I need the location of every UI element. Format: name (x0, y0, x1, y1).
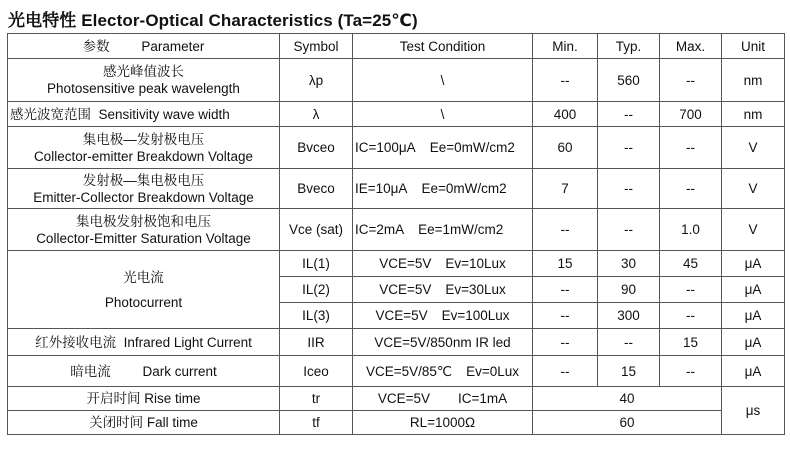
photocurrent-name (8, 251, 280, 329)
typ-cell: -- (598, 209, 660, 251)
param-name-cn: 集电极—发射极电压 (82, 131, 205, 147)
typ-cell: 560 (598, 59, 660, 102)
param-name: 关闭时间 Fall time (8, 411, 280, 435)
header-param-cn: 参数 (82, 38, 110, 54)
max-cell: 1.0 (660, 209, 722, 251)
header-typ: Typ. (598, 34, 660, 59)
max-cell: -- (660, 303, 722, 329)
table-row (8, 209, 785, 251)
symbol-cell: tf (280, 411, 353, 435)
typ-cell: 30 (598, 251, 660, 277)
condition-cell: RL=1000Ω (353, 411, 533, 435)
max-cell: -- (660, 169, 722, 209)
symbol-cell: Iceo (280, 356, 353, 387)
symbol-cell: IIR (280, 329, 353, 356)
header-min: Min. (533, 34, 598, 59)
max-cell: -- (660, 127, 722, 169)
unit-cell: μA (722, 303, 785, 329)
param-name-cn: 集电极发射极饱和电压 (76, 213, 211, 229)
condition-cell (353, 127, 533, 169)
condition-cell (353, 387, 533, 411)
table-row (8, 387, 785, 411)
unit-cell: nm (722, 59, 785, 102)
min-cell: 400 (533, 102, 598, 127)
page-title: 光电特性 Elector-Optical Characteristics (Ta=25℃) (8, 11, 418, 30)
param-name-en: Emitter-Collector Breakdown Voltage (33, 189, 254, 205)
min-cell: -- (533, 209, 598, 251)
min-cell: 60 (533, 127, 598, 169)
header-test-condition: Test Condition (353, 34, 533, 59)
condition-irradiance: Ee=0mW/cm2 (429, 140, 515, 155)
condition-current: IC=2mA (355, 222, 405, 237)
fall-time-value: 60 (533, 411, 722, 435)
condition-current: IC=100μA (355, 140, 416, 155)
unit-cell: V (722, 127, 785, 169)
condition-illuminance: Ev=30Lux (445, 282, 506, 297)
param-name-cn: 发射极—集电极电压 (82, 172, 205, 188)
table-row (8, 169, 785, 209)
param-name-cn: 暗电流 (70, 363, 111, 379)
typ-cell: -- (598, 329, 660, 356)
condition-cell: \ (353, 59, 533, 102)
min-cell: -- (533, 329, 598, 356)
condition-cell (353, 277, 533, 303)
typ-cell: -- (598, 169, 660, 209)
min-cell: -- (533, 303, 598, 329)
condition-irradiance: Ee=1mW/cm2 (418, 222, 504, 237)
symbol-cell: Bvceo (280, 127, 353, 169)
condition-current: IC=1mA (458, 391, 508, 406)
param-name (8, 169, 280, 209)
symbol-cell: IL(2) (280, 277, 353, 303)
min-cell: 15 (533, 251, 598, 277)
unit-cell: μA (722, 251, 785, 277)
unit-cell: μA (722, 356, 785, 387)
param-name: 红外接收电流 Infrared Light Current (8, 329, 280, 356)
typ-cell: 90 (598, 277, 660, 303)
max-cell: -- (660, 59, 722, 102)
symbol-cell: Bveco (280, 169, 353, 209)
condition-voltage: VCE=5V (375, 308, 428, 323)
param-name-en: Dark current (142, 363, 217, 379)
condition-cell (353, 209, 533, 251)
unit-cell: nm (722, 102, 785, 127)
symbol-cell: tr (280, 387, 353, 411)
param-name-cn: 光电流 (123, 269, 164, 285)
condition-voltage: VCE=5V (377, 391, 430, 406)
condition-voltage: VCE=5V (379, 282, 432, 297)
min-cell: -- (533, 277, 598, 303)
header-param-en: Parameter (141, 38, 205, 54)
symbol-cell: IL(3) (280, 303, 353, 329)
max-cell: 700 (660, 102, 722, 127)
min-cell: -- (533, 356, 598, 387)
max-cell: 15 (660, 329, 722, 356)
header-max: Max. (660, 34, 722, 59)
condition-cell (353, 356, 533, 387)
param-name (8, 356, 280, 387)
param-name: 感光波宽范围 Sensitivity wave width (8, 102, 280, 127)
unit-cell: μA (722, 277, 785, 303)
symbol-cell: IL(1) (280, 251, 353, 277)
symbol-cell: λ (280, 102, 353, 127)
table-row (8, 127, 785, 169)
characteristics-table (7, 33, 785, 435)
condition-cell (353, 303, 533, 329)
unit-cell: μA (722, 329, 785, 356)
condition-irradiance: Ee=0mW/cm2 (421, 181, 507, 196)
header-symbol: Symbol (280, 34, 353, 59)
condition-cell: \ (353, 102, 533, 127)
unit-cell: V (722, 209, 785, 251)
header-row (8, 34, 785, 59)
param-name (8, 59, 280, 102)
header-unit: Unit (722, 34, 785, 59)
param-name-cn: 感光峰值波长 (103, 64, 184, 79)
max-cell: -- (660, 356, 722, 387)
condition-cell: VCE=5V/850nm IR led (353, 329, 533, 356)
param-name-en: Collector-emitter Breakdown Voltage (33, 148, 254, 164)
table-row (8, 102, 785, 127)
param-name-en: Photocurrent (104, 294, 183, 310)
unit-cell: V (722, 169, 785, 209)
param-name: 开启时间 Rise time (8, 387, 280, 411)
param-name (8, 127, 280, 169)
typ-cell: 300 (598, 303, 660, 329)
typ-cell: -- (598, 102, 660, 127)
condition-illuminance: Ev=10Lux (445, 256, 506, 271)
param-name-en: Photosensitive peak wavelength (47, 81, 240, 96)
symbol-cell: λp (280, 59, 353, 102)
table-row (8, 356, 785, 387)
min-cell: -- (533, 59, 598, 102)
rise-time-value: 40 (533, 387, 722, 411)
condition-illuminance: Ev=0Lux (466, 363, 519, 379)
condition-cell (353, 169, 533, 209)
condition-voltage: VCE=5V (379, 256, 432, 271)
max-cell: -- (660, 277, 722, 303)
param-name-en: Collector-Emitter Saturation Voltage (36, 230, 251, 246)
header-parameter (8, 34, 280, 59)
min-cell: 7 (533, 169, 598, 209)
table-row (8, 411, 785, 435)
condition-current: IE=10μA (355, 181, 408, 196)
table-row (8, 329, 785, 356)
condition-illuminance: Ev=100Lux (441, 308, 510, 323)
typ-cell: -- (598, 127, 660, 169)
condition-voltage: VCE=5V/85℃ (365, 363, 453, 379)
timing-unit: μs (722, 387, 785, 435)
symbol-cell: Vce (sat) (280, 209, 353, 251)
max-cell: 45 (660, 251, 722, 277)
table-row (8, 251, 785, 277)
condition-cell (353, 251, 533, 277)
param-name (8, 209, 280, 251)
typ-cell: 15 (598, 356, 660, 387)
table-row (8, 59, 785, 102)
